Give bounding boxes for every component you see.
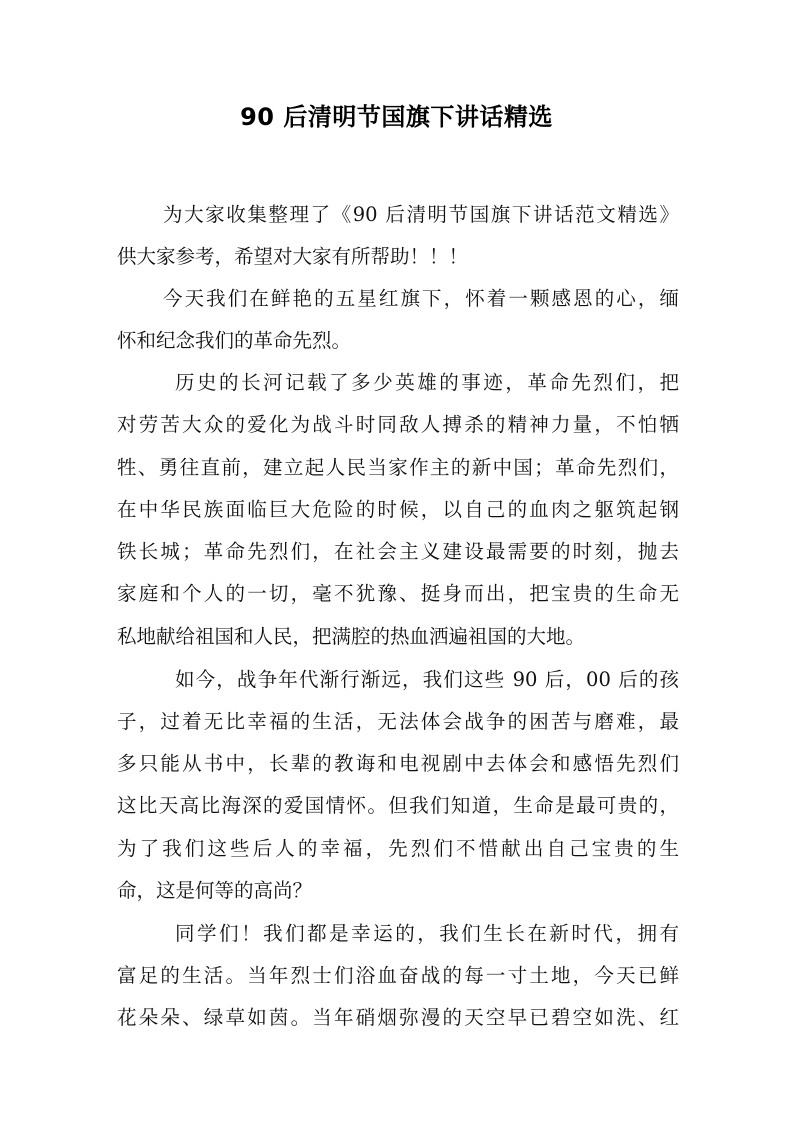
text-line: 铁长城；革命先烈们，在社会主义建设最需要的时刻，抛去 (117, 540, 679, 563)
text-line: 私地献给祖国和人民，把满腔的热血洒遍祖国的大地。 (117, 625, 586, 648)
text-line: 花朵朵、绿草如茵。当年硝烟弥漫的天空早已碧空如洗、红 (117, 1006, 679, 1029)
text-line: 为大家收集整理了《90 后清明节国旗下讲话范文精选》 (163, 203, 679, 226)
text-line: 怀和纪念我们的革命先烈。 (117, 329, 352, 352)
text-line: 多只能从书中，长辈的教诲和电视剧中去体会和感悟先烈们 (117, 752, 679, 775)
text-line: 为了我们这些后人的幸福，先烈们不惜献出自己宝贵的生 (117, 837, 679, 860)
text-line: 供大家参考，希望对大家有所帮助！！！ (117, 245, 469, 268)
document-title: 90 后清明节国旗下讲话精选 (240, 103, 553, 131)
text-line: 家庭和个人的一切，毫不犹豫、挺身而出，把宝贵的生命无 (117, 582, 679, 605)
text-line: 对劳苦大众的爱化为战斗时同敌人搏杀的精神力量，不怕牺 (117, 413, 679, 436)
text-line: 牲、勇往直前，建立起人民当家作主的新中国；革命先烈们， (117, 456, 679, 479)
text-line: 同学们！我们都是幸运的，我们生长在新时代，拥有 (175, 922, 679, 945)
text-line: 子，过着无比幸福的生活，无法体会战争的困苦与磨难，最 (117, 710, 679, 733)
text-line: 这比天高比海深的爱国情怀。但我们知道，生命是最可贵的， (117, 794, 679, 817)
text-line: 在中华民族面临巨大危险的时候，以自己的血肉之躯筑起钢 (117, 498, 679, 521)
text-line: 历史的长河记载了多少英雄的事迹，革命先烈们，把 (175, 371, 679, 394)
text-line: 富足的生活。当年烈士们浴血奋战的每一寸土地，今天已鲜 (117, 964, 679, 987)
text-line: 今天我们在鲜艳的五星红旗下，怀着一颗感恩的心，缅 (163, 287, 679, 310)
text-line: 如今，战争年代渐行渐远，我们这些 90 后，00 后的孩 (175, 668, 679, 691)
text-line: 命，这是何等的高尚？ (117, 879, 313, 902)
